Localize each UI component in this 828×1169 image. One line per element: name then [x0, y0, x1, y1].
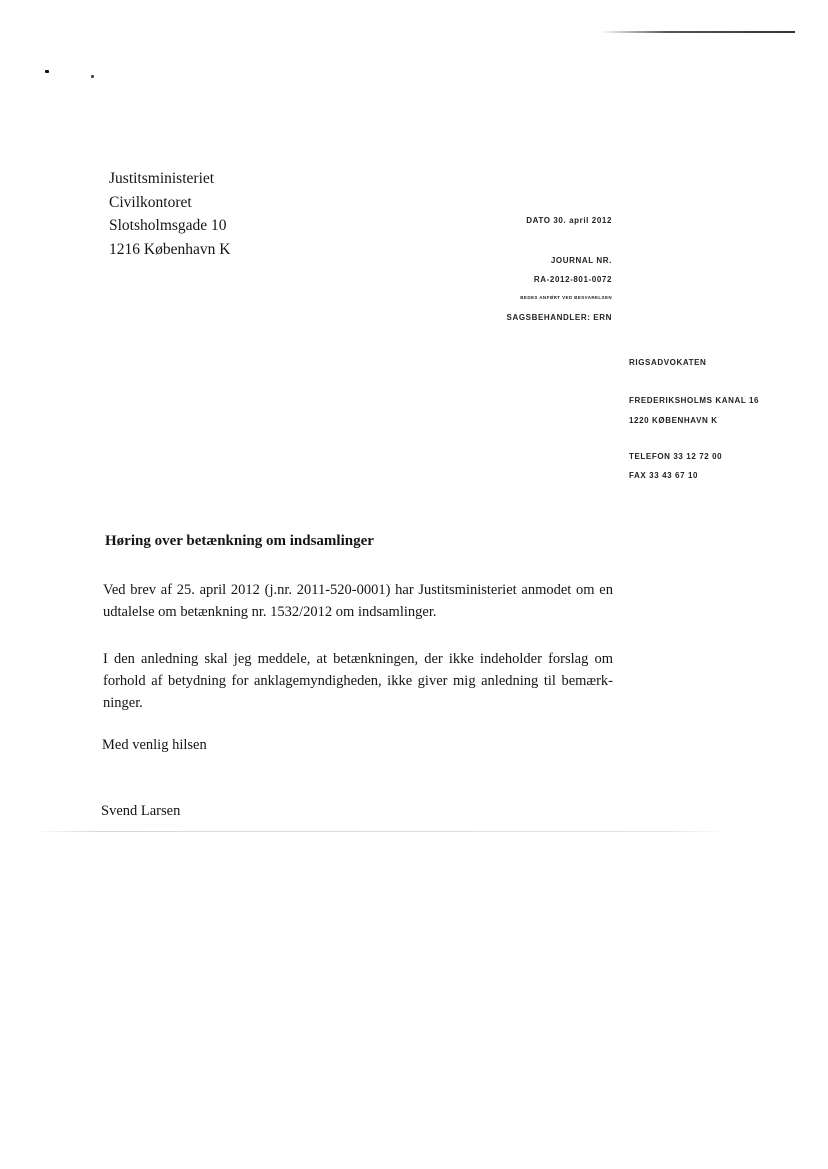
recipient-line: Civilkontoret [109, 193, 192, 211]
signature-name: Svend Larsen [101, 803, 181, 819]
reference-note: BEDES ANFØRT VED BESVARELSEN [520, 295, 612, 300]
sender-city: 1220 KØBENHAVN K [629, 416, 718, 425]
scan-artifact-line [600, 31, 795, 33]
journal-number: RA-2012-801-0072 [533, 275, 612, 284]
letter-date: DATO 30. april 2012 [526, 216, 612, 225]
recipient-address [109, 167, 230, 261]
case-officer: SAGSBEHANDLER: ERN [506, 313, 612, 322]
body-paragraph [103, 648, 613, 714]
body-paragraph [103, 579, 613, 623]
recipient-line: Slotsholmsgade 10 [109, 217, 227, 234]
sender-phone: TELEFON 33 12 72 00 [629, 452, 723, 461]
letter-subject: Høring over betænkning om indsamlinger [105, 533, 374, 549]
scan-artifact-line [30, 831, 730, 832]
sender-fax: FAX 33 43 67 10 [629, 471, 699, 480]
recipient-line: Justitsministeriet [109, 170, 215, 187]
sender-name: RIGSADVOKATEN [629, 358, 707, 367]
paragraph-line: udtalelse om betænkning nr. 1532/2012 om indsamlinger. [103, 604, 437, 620]
paragraph-line: I den anledning skal jeg meddele, at betænkningen, der ikke indeholder forslag om [103, 651, 613, 667]
journal-label: JOURNAL NR. [550, 256, 612, 265]
paragraph-line: forhold af betydning for anklagemyndigheden, ikke giver mig anledning til bemærk- [103, 673, 613, 689]
sender-street: FREDERIKSHOLMS KANAL 16 [629, 396, 760, 405]
paragraph-line: ninger. [103, 695, 143, 711]
scan-artifact-dot [91, 75, 94, 78]
recipient-line: 1216 København K [109, 240, 231, 258]
closing-phrase: Med venlig hilsen [102, 737, 207, 753]
scan-artifact-dot [45, 70, 49, 73]
paragraph-line: Ved brev af 25. april 2012 (j.nr. 2011-520-0001) har Justitsministeriet anmodet om en [103, 582, 613, 598]
